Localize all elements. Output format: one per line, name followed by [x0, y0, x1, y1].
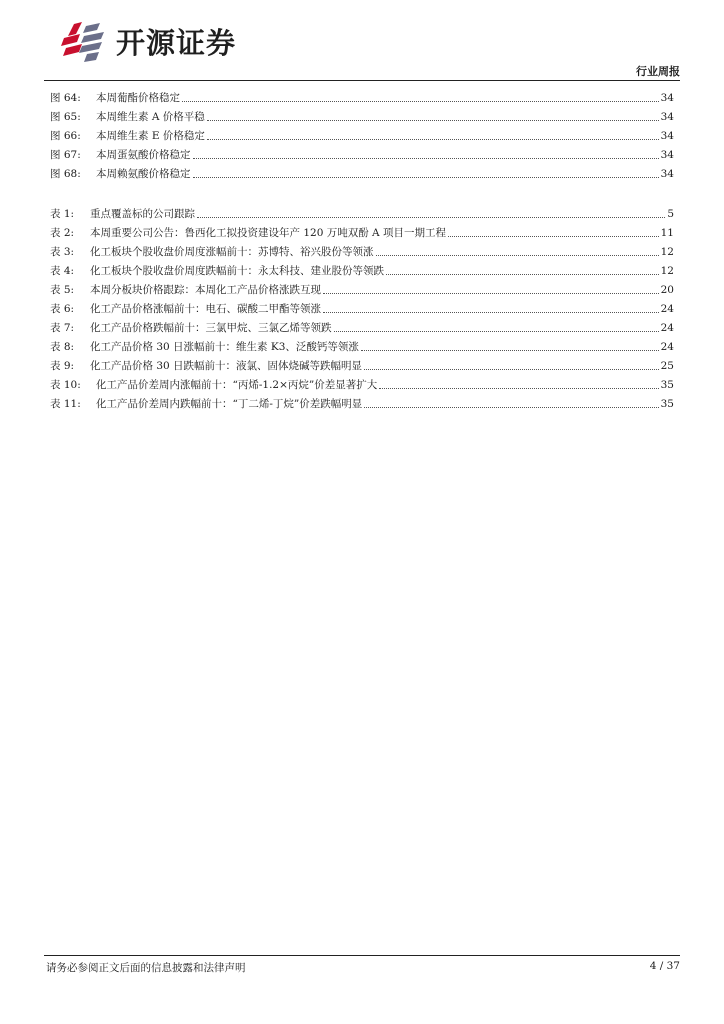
toc-title: 化工产品价差周内跌幅前十：“丁二烯-丁烷”价差跌幅明显 [96, 398, 363, 410]
toc-label: 表 8: [50, 341, 75, 353]
toc-label: 表 5: [50, 284, 75, 296]
toc-title: 化工产品价格涨幅前十：电石、碳酸二甲酯等领涨 [90, 303, 321, 315]
toc-label: 表 7: [50, 322, 75, 334]
toc-entry[interactable] [50, 279, 674, 297]
toc-label: 图 66: [50, 130, 81, 142]
toc-label: 表 11: [50, 398, 81, 410]
toc-leader [193, 157, 659, 159]
toc-page: 34 [660, 92, 674, 104]
report-type: 行业周报 [636, 65, 680, 78]
toc-label: 表 2: [50, 227, 75, 239]
brand-name: 开源证券 [116, 25, 237, 60]
footer-disclaimer: 请务必参阅正文后面的信息披露和法律声明 [46, 962, 246, 974]
toc-label: 图 67: [50, 149, 81, 161]
toc-label: 图 64: [50, 92, 81, 104]
toc-entry[interactable] [50, 203, 674, 221]
page-header [0, 0, 724, 84]
toc-entry[interactable] [50, 298, 674, 316]
toc-label: 表 10: [50, 379, 81, 391]
toc-leader [197, 216, 665, 218]
toc-title: 本周维生素 E 价格稳定 [96, 130, 205, 142]
toc-leader [386, 273, 659, 275]
toc-entry[interactable] [50, 355, 674, 373]
toc-title: 化工产品价格 30 日涨幅前十：维生素 K3、泛酸钙等领涨 [90, 341, 359, 353]
toc-leader [379, 387, 658, 389]
brand-mark-icon [60, 20, 110, 62]
toc-leader [193, 176, 659, 178]
toc-leader [323, 292, 659, 294]
toc-page: 34 [660, 168, 674, 180]
header-divider [44, 80, 680, 81]
toc-title: 化工产品价格跌幅前十：三氯甲烷、三氯乙烯等领跌 [90, 322, 332, 334]
toc-page: 34 [660, 130, 674, 142]
toc-title: 本周葡酯价格稳定 [96, 92, 180, 104]
toc-entry[interactable] [50, 106, 674, 124]
toc-label: 表 1: [50, 208, 75, 220]
toc-label: 图 68: [50, 168, 81, 180]
toc-title: 重点覆盖标的公司跟踪 [90, 208, 195, 220]
toc-leader [207, 119, 659, 121]
toc-entry[interactable] [50, 144, 674, 162]
toc-label: 表 6: [50, 303, 75, 315]
toc-entry[interactable] [50, 374, 674, 392]
toc-label: 表 9: [50, 360, 75, 372]
toc-title: 化工产品价格 30 日跌幅前十：液氯、固体烧碱等跌幅明显 [90, 360, 363, 372]
toc-entry[interactable] [50, 163, 674, 181]
toc-label: 表 4: [50, 265, 75, 277]
toc-page: 25 [660, 360, 674, 372]
toc-title: 本周蛋氨酸价格稳定 [96, 149, 191, 161]
toc-entry[interactable] [50, 125, 674, 143]
toc-title: 本周分板块价格跟踪：本周化工产品价格涨跌互现 [90, 284, 321, 296]
toc-leader [364, 406, 658, 408]
toc-leader [334, 330, 659, 332]
toc-page: 12 [660, 246, 674, 258]
toc-page: 11 [660, 227, 674, 239]
toc-leader [207, 138, 659, 140]
toc-title: 本周赖氨酸价格稳定 [96, 168, 191, 180]
toc-title: 本周重要公司公告：鲁西化工拟投资建设年产 120 万吨双酚 A 项目一期工程 [90, 227, 446, 239]
toc-page: 35 [660, 379, 674, 391]
toc-label: 图 65: [50, 111, 81, 123]
toc-label: 表 3: [50, 246, 75, 258]
toc-leader [364, 368, 659, 370]
toc-leader [448, 235, 659, 237]
toc-page: 12 [660, 265, 674, 277]
toc-leader [323, 311, 659, 313]
toc-page: 24 [660, 341, 674, 353]
toc-entry[interactable] [50, 393, 674, 411]
toc-leader [376, 254, 659, 256]
toc-page: 24 [660, 303, 674, 315]
brand-logo [60, 18, 236, 64]
toc-page: 20 [660, 284, 674, 296]
toc-title: 本周维生素 A 价格平稳 [96, 111, 205, 123]
toc-title: 化工板块个股收盘价周度跌幅前十：永太科技、建业股份等领跌 [90, 265, 384, 277]
toc-entry[interactable] [50, 317, 674, 335]
toc-page: 34 [660, 149, 674, 161]
toc-leader [361, 349, 659, 351]
toc-entry[interactable] [50, 241, 674, 259]
toc-leader [182, 100, 659, 102]
page-number: 4 / 37 [649, 960, 680, 972]
toc-title: 化工板块个股收盘价周度涨幅前十：苏博特、裕兴股份等领涨 [90, 246, 374, 258]
toc-entry[interactable] [50, 336, 674, 354]
toc-page: 35 [660, 398, 674, 410]
toc-entry[interactable] [50, 87, 674, 105]
footer-divider [44, 955, 680, 956]
toc-page: 34 [660, 111, 674, 123]
toc-page: 5 [667, 208, 674, 220]
toc-entry[interactable] [50, 222, 674, 240]
toc-page: 24 [660, 322, 674, 334]
toc-entry[interactable] [50, 260, 674, 278]
toc-title: 化工产品价差周内涨幅前十：“丙烯-1.2×丙烷”价差显著扩大 [96, 379, 378, 391]
